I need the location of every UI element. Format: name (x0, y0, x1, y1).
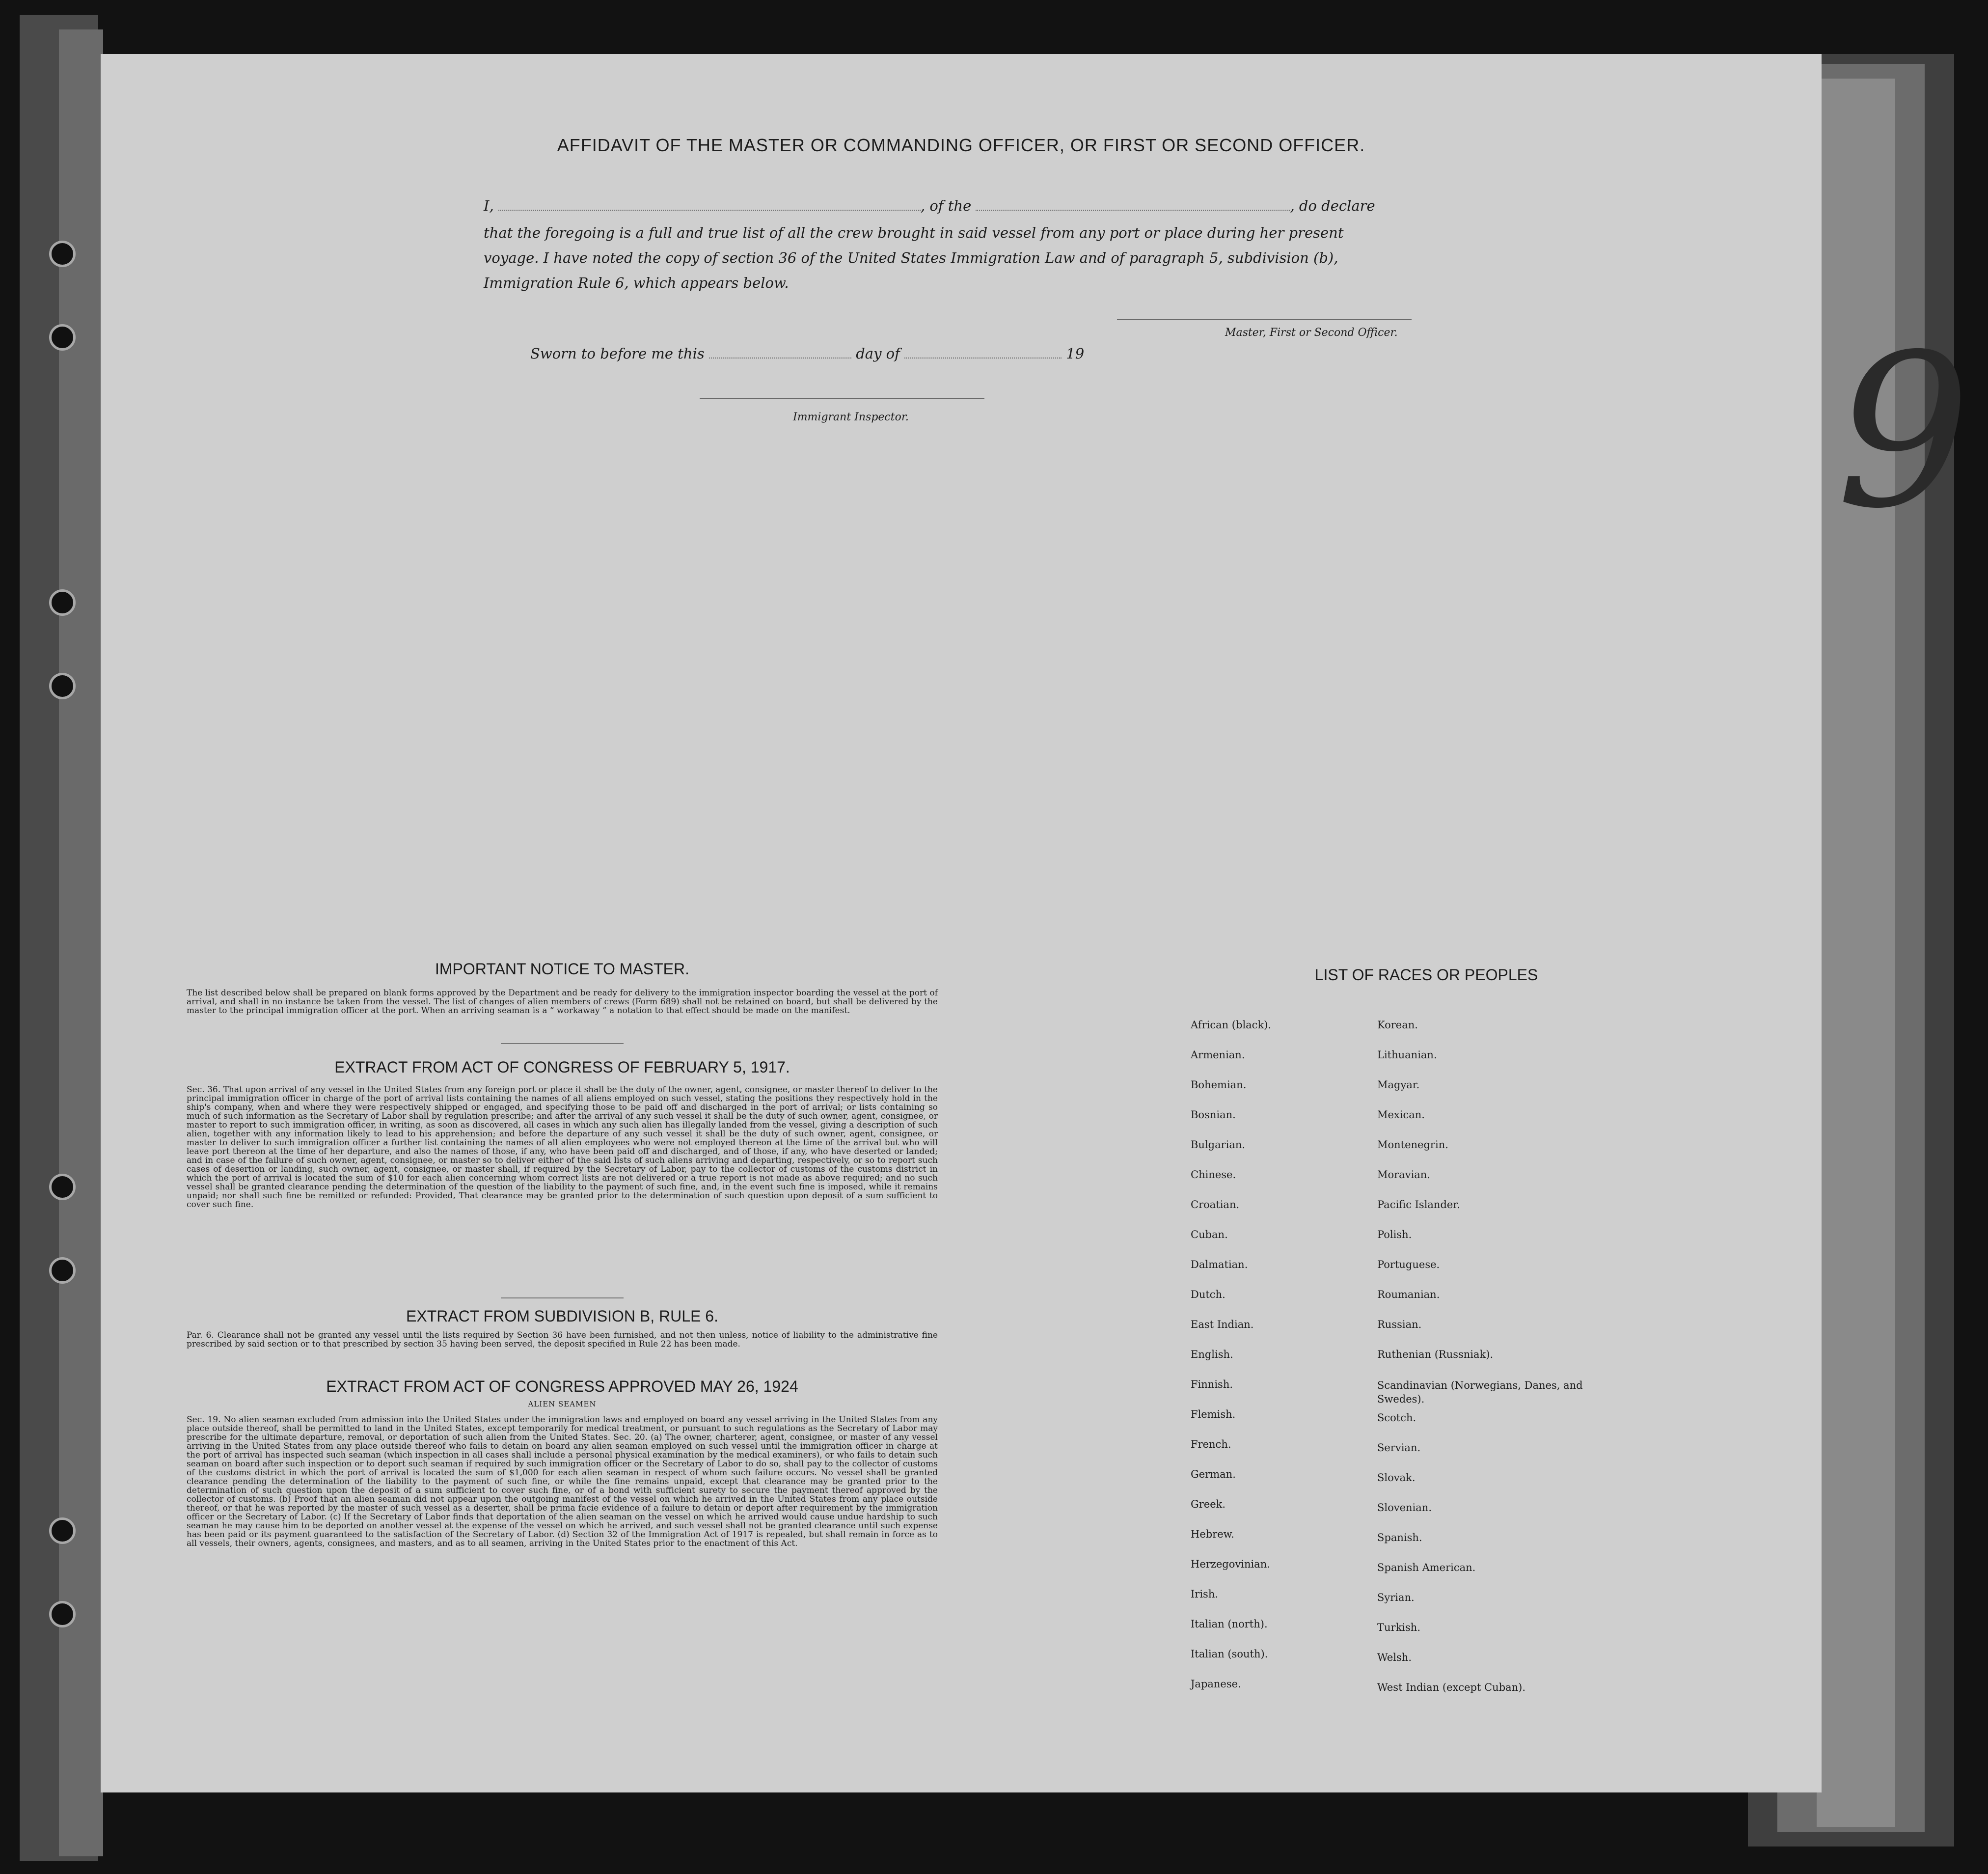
extract-rule6-text: Par. 6. Clearance shall not be granted any vessel until the lists required by Section 36 have been furnished, and not then unless, notice of liability to the administrative fine prescribed by said section or to that prescribed by section 35 having been served, the deposit specified in Rule 22 has been made. (187, 1330, 938, 1349)
extract-1924-text: Sec. 19. No alien seaman excluded from admission into the United States under the immigration laws and employed on board any vessel arriving in the United States from any place outside thereof, shall be permitted to land in the United States, except temporarily for medical treatment, or pursuant to such regulations as the Secretary of Labor may prescribe for the ultimate departure, removal, or deportation of such alien from the United States. Sec. 20. (a) The owner, charterer, agent, consignee, or master of any vessel arriving in the United States from any place outside thereof who fails to detain on board any alien seaman employed on such vessel until the immigration officer in charge at the port of arrival has inspected such seaman (which inspection in all cases shall include a personal physical examination by the medical examiners), or who fails to detain such seaman on board after such inspection or to deport such seaman if required by such immigration officer or the Secretary of Labor to do so, shall pay to the collector of customs of the customs district in which the port of arrival is located the sum of $1,000 for each alien seaman in respect of whom such failure occurs. No vessel shall be granted clearance pending the determination of the liability to the payment of such fine, or while the fine remains unpaid, except that clearance may be granted prior to the determination of such question upon the deposit of a sum sufficient to cover such fine, or of a bond with sufficient surety to secure the payment thereof approved by the collector of customs. (b) Proof that an alien seaman did not appear upon the outgoing manifest of the vessel on which he arrived in the United States from any place outside thereof, or that he was reported by the master of such vessel as a deserter, shall be prima facie evidence of a failure to detain or deport after requirement by the immigration officer or the Secretary of Labor. (c) If the Secretary of Labor finds that deportation of the alien seaman on the vessel on which he arrived would cause undue hardship to such seaman he may cause him to be deported on another vessel at the expense of the vessel on which he arrived, and such vessel shall not be granted clearance until such expense has been paid or its payment guaranteed to the satisfaction of the Secretary of Labor. (d) Section 32 of the Immigration Act of 1917 is repealed, but shall remain in force as to all vessels, their owners, agents, consignees, and masters, and as to all seamen, arriving in the United States prior to the enactment of this Act. (187, 1415, 938, 1548)
divider (501, 1297, 624, 1298)
race-item: Slovak. (1377, 1472, 1416, 1484)
affidavit-of-the: , of the (920, 197, 972, 214)
race-item: Moravian. (1377, 1169, 1431, 1181)
punch-hole-icon (49, 673, 76, 699)
punch-hole-icon (49, 1517, 76, 1544)
race-item: Montenegrin. (1377, 1139, 1448, 1151)
extract-1917-title: EXTRACT FROM ACT OF CONGRESS OF FEBRUARY 5, 1917. (334, 1058, 790, 1076)
left-page-edge-inner (59, 29, 103, 1856)
race-item: Japanese. (1191, 1678, 1241, 1690)
affidavit-i: I, (484, 197, 494, 214)
race-item: Chinese. (1191, 1169, 1236, 1181)
race-item: English. (1191, 1349, 1233, 1360)
race-item: Flemish. (1191, 1408, 1236, 1420)
affidavit-line-4: Immigration Rule 6, which appears below. (484, 275, 789, 291)
notice-text: The list described below shall be prepared on blank forms approved by the Department and be ready for delivery to the immigration inspector boarding the vessel at the port of arrival, and shall in no instance be taken from the vessel. The list of changes of alien members of crews (Form 689) shall not be retained on board, but shall be delivered by the master to the principal immigration officer at the port. When an arriving seaman is a “ workaway ” a notation to that effect should be made on the manifest. (187, 988, 938, 1016)
race-item: Bulgarian. (1191, 1139, 1246, 1151)
extract-1924-title: EXTRACT FROM ACT OF CONGRESS APPROVED MAY 26, 1924 (326, 1378, 798, 1395)
race-item: Scotch. (1377, 1412, 1416, 1424)
race-item: Greek. (1191, 1498, 1226, 1510)
race-item: East Indian. (1191, 1319, 1254, 1330)
race-item: Turkish. (1377, 1622, 1420, 1633)
divider (501, 1043, 624, 1044)
race-item: African (black). (1191, 1019, 1272, 1031)
name-blank (498, 210, 921, 211)
extract-rule6-title: EXTRACT FROM SUBDIVISION B, RULE 6. (406, 1307, 718, 1325)
punch-hole-icon (49, 324, 76, 351)
affidavit-line-2: that the foregoing is a full and true list of all the crew brought in said vessel from any port or place during her present (484, 224, 1344, 241)
race-item: Irish. (1191, 1588, 1219, 1600)
notice-title: IMPORTANT NOTICE TO MASTER. (435, 960, 689, 978)
sworn-day-of: day of (856, 345, 900, 362)
race-item: Welsh. (1377, 1652, 1412, 1663)
race-item: Spanish American. (1377, 1562, 1476, 1573)
race-item: Slovenian. (1377, 1502, 1432, 1514)
race-item: Servian. (1377, 1442, 1421, 1454)
race-item: Mexican. (1377, 1109, 1425, 1121)
race-item: Syrian. (1377, 1592, 1415, 1603)
race-item: Ruthenian (Russniak). (1377, 1349, 1494, 1360)
races-title: LIST OF RACES OR PEOPLES (1314, 966, 1538, 984)
race-item: Polish. (1377, 1229, 1412, 1240)
race-item: Croatian. (1191, 1199, 1240, 1211)
race-item: Spanish. (1377, 1532, 1422, 1543)
race-item: Korean. (1377, 1019, 1418, 1031)
inspector-signature-line (700, 398, 984, 399)
race-item: Italian (south). (1191, 1648, 1268, 1660)
race-item: Roumanian. (1377, 1289, 1440, 1300)
race-item: Portuguese. (1377, 1259, 1440, 1270)
master-signature-label: Master, First or Second Officer. (1225, 327, 1398, 339)
affidavit-declare: , do declare (1290, 197, 1375, 214)
master-signature-line (1117, 319, 1412, 320)
sworn-year: 19 (1066, 345, 1085, 362)
race-item: Bohemian. (1191, 1079, 1247, 1091)
vessel-blank (976, 210, 1290, 211)
race-item: Armenian. (1191, 1049, 1245, 1061)
race-item: Italian (north). (1191, 1618, 1268, 1630)
punch-hole-icon (49, 241, 76, 267)
punch-hole-icon (49, 1174, 76, 1200)
race-item: Russian. (1377, 1319, 1422, 1330)
race-item: Finnish. (1191, 1378, 1233, 1390)
sworn-prefix: Sworn to before me this (530, 345, 705, 362)
race-item: West Indian (except Cuban). (1377, 1681, 1526, 1693)
race-item: Bosnian. (1191, 1109, 1236, 1121)
race-item: Scandinavian (Norwegians, Danes, and Swedes). (1377, 1379, 1583, 1405)
race-item: German. (1191, 1468, 1236, 1480)
extract-1924-subtitle: ALIEN SEAMEN (528, 1400, 597, 1408)
race-item: Dalmatian. (1191, 1259, 1248, 1270)
race-item: Dutch. (1191, 1289, 1225, 1300)
race-item: Magyar. (1377, 1079, 1420, 1091)
sworn-line (530, 345, 1084, 362)
manifest-page (101, 54, 1822, 1792)
race-item: French. (1191, 1438, 1231, 1450)
punch-hole-icon (49, 1601, 76, 1627)
punch-hole-icon (49, 589, 76, 616)
race-item: Lithuanian. (1377, 1049, 1437, 1061)
extract-1917-text: Sec. 36. That upon arrival of any vessel in the United States from any foreign port or place it shall be the duty of the owner, agent, consignee, or master thereof to deliver to the principal immigration officer in charge of the port of arrival lists containing the names of all aliens employed on such vessel, stating the positions they respectively hold in the ship's company, when and where they were respectively shipped or engaged, and specifying those to be paid off and discharged in the port of arrival; or lists containing so much of such information as the Secretary of Labor shall by regulation prescribe; and after the arrival of any such vessel it shall be the duty of such owner, agent, consignee, or master to report to such immigration officer, in writing, as soon as discovered, all cases in which any such alien has illegally landed from the vessel, giving a description of such alien, together with any information likely to lead to his apprehension; and before the departure of any such vessel it shall be the duty of such owner, agent, consignee, or master to deliver to such immigration officer a further list containing the names of all alien employees who were not employed thereon at the time of the arrival but who will leave port thereon at the time of her departure, and also the names of those, if any, who have been paid off and discharged, and of those, if any, who have deserted or landed; and in case of the failure of such owner, agent, consignee, or master so to deliver either of the said lists of such aliens arriving and departing, respectively, or so to report such cases of desertion or landing, such owner, agent, consignee, or master shall, if required by the Secretary of Labor, pay to the collector of customs of the customs district in which the port of arrival is located the sum of $10 for each alien concerning whom correct lists are not delivered or a true report is not made as above required; and no such vessel shall be granted clearance pending the determination of the question of the liability to the payment of such fine, and, in the event such fine is imposed, while it remains unpaid; nor shall such fine be remitted or refunded: Provided, That clearance may be granted prior to the determination of such question upon deposit of a sum sufficient to cover such fine. (187, 1085, 938, 1210)
affidavit-declaration-line (484, 197, 1375, 214)
handwritten-mark: 9 (1836, 309, 1971, 555)
race-item: Hebrew. (1191, 1528, 1234, 1540)
affidavit-line-3: voyage. I have noted the copy of section 36 of the United States Immigration Law and of paragraph 5, subdivision (b), (484, 249, 1338, 266)
affidavit-title: AFFIDAVIT OF THE MASTER OR COMMANDING OFFICER, OR FIRST OR SECOND OFFICER. (557, 135, 1365, 155)
race-item: Pacific Islander. (1377, 1199, 1460, 1211)
race-item: Herzegovinian. (1191, 1558, 1270, 1570)
race-item: Cuban. (1191, 1229, 1228, 1240)
punch-hole-icon (49, 1257, 76, 1284)
inspector-label: Immigrant Inspector. (793, 411, 909, 423)
